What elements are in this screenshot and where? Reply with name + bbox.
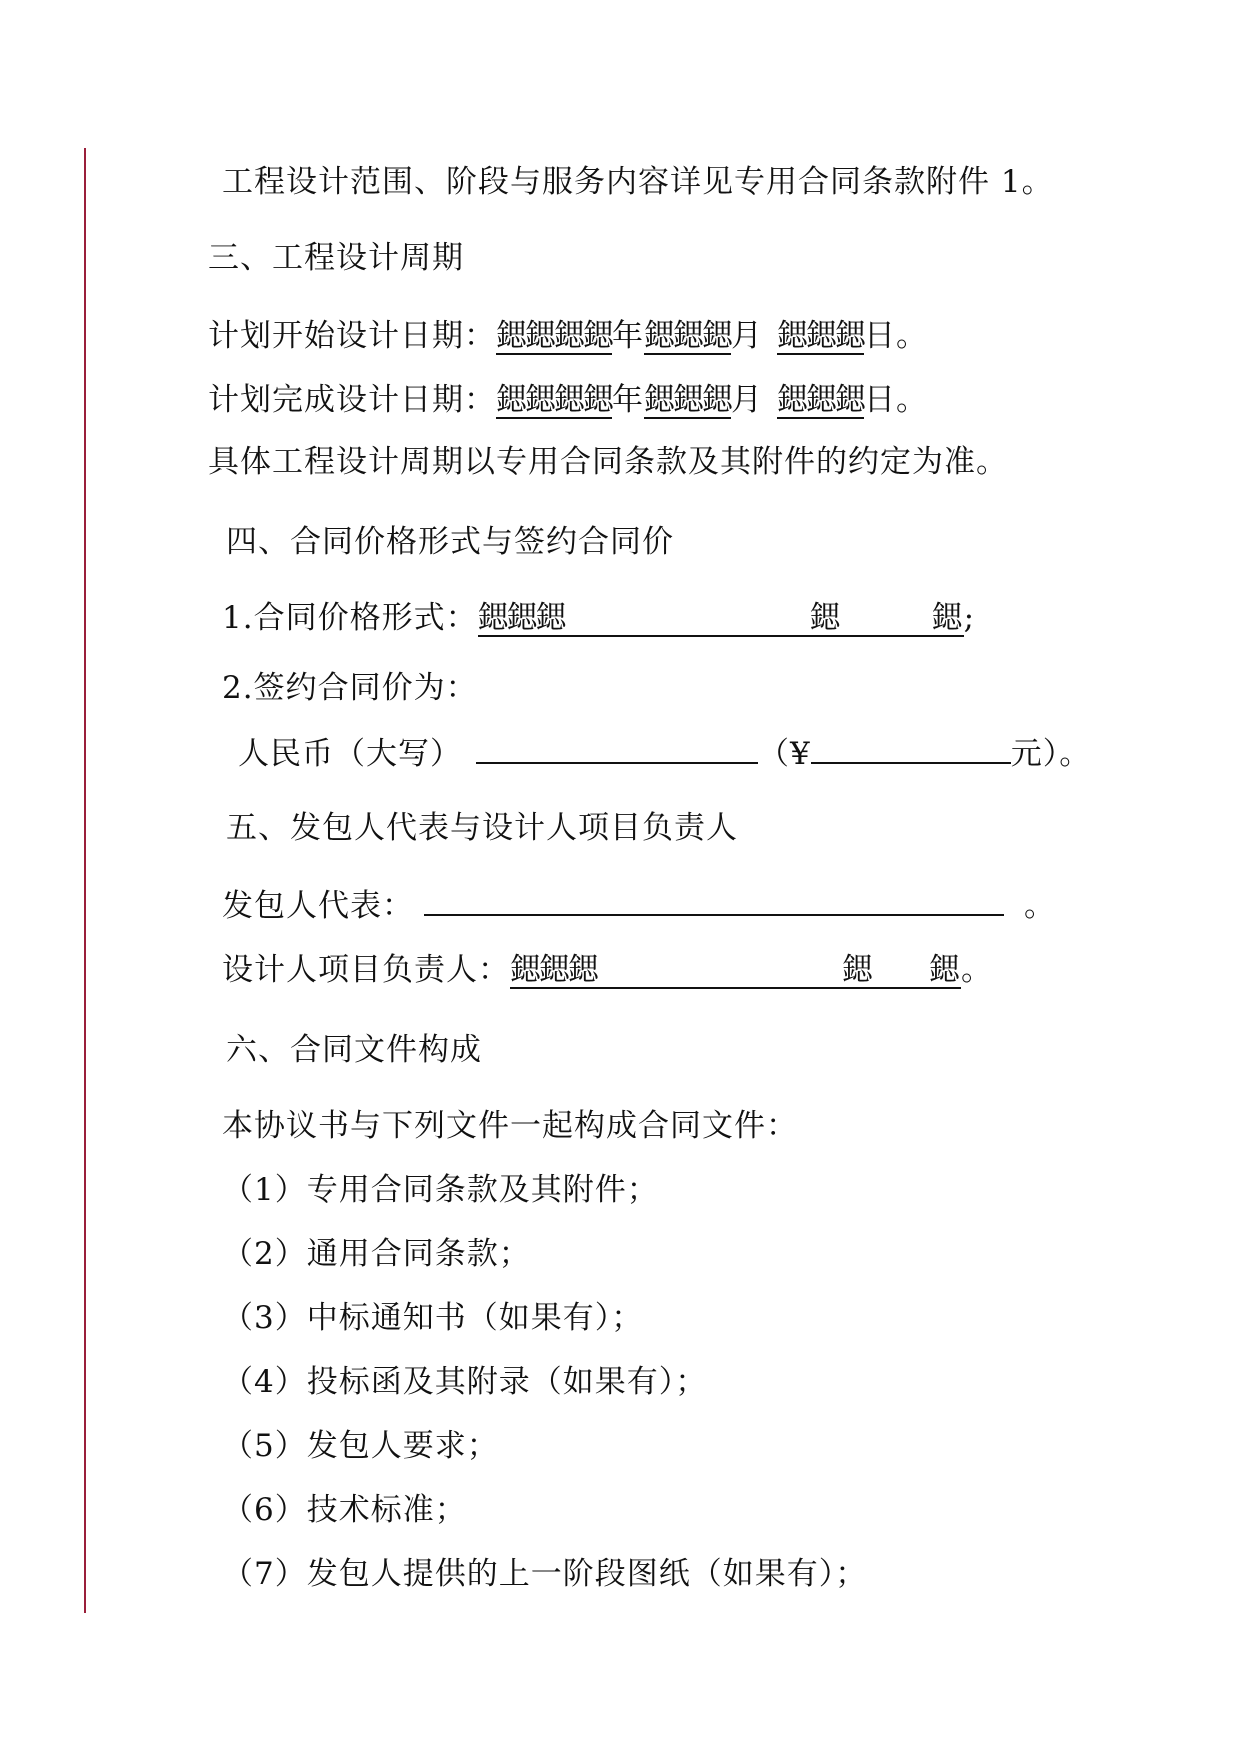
rmb-line: [238, 732, 1091, 774]
rmb-words-blank: [476, 732, 758, 764]
designer-lead-label: 设计人项目负责人：: [222, 952, 510, 988]
employer-rep-label: 发包人代表：: [222, 888, 414, 924]
plan-start-label: 计划开始设计日期：: [208, 318, 496, 354]
plan-end-day: 鍶鍶鍶: [777, 382, 864, 418]
price-form-v1: 鍶鍶鍶: [477, 600, 565, 636]
plan-end-month-unit: 月: [731, 382, 763, 418]
price-form-v3: 鍶: [931, 600, 964, 636]
plan-start-end: 。: [896, 318, 928, 354]
price-form-end: ;: [963, 600, 976, 636]
rmb-label: 人民币（大写）: [238, 736, 462, 772]
plan-end-label: 计划完成设计日期：: [208, 382, 496, 418]
plan-end-line: [208, 380, 928, 420]
plan-start-line: [208, 316, 928, 356]
designer-lead-v2: 鍶: [842, 952, 874, 988]
docs-intro: 本协议书与下列文件一起构成合同文件：: [222, 1108, 798, 1144]
doc-item: （1）专用合同条款及其附件；: [222, 1172, 659, 1208]
employer-rep-blank: [424, 884, 1004, 916]
designer-lead-v3: 鍶: [929, 952, 961, 988]
section-6-title: 六、合同文件构成: [226, 1032, 482, 1068]
plan-end-year: 鍶鍶鍶鍶: [496, 382, 612, 418]
designer-lead-v1: 鍶鍶鍶: [510, 952, 597, 988]
employer-rep-end: 。: [1024, 888, 1056, 924]
price-form-label: 1.合同价格形式：: [222, 600, 478, 636]
price-form-line: [222, 598, 975, 638]
designer-lead-end: 。: [961, 952, 993, 988]
doc-item: （6）技术标准；: [222, 1492, 467, 1528]
doc-item: （5）发包人要求；: [222, 1428, 499, 1464]
plan-start-month: 鍶鍶鍶: [644, 318, 731, 354]
plan-end-end: 。: [896, 382, 928, 418]
section-4-title: 四、合同价格形式与签约合同价: [226, 524, 674, 560]
plan-start-year-unit: 年: [612, 318, 644, 354]
designer-lead-value: [510, 953, 961, 989]
doc-item: （3）中标通知书（如果有）；: [222, 1300, 644, 1336]
plan-start-month-unit: 月: [731, 318, 763, 354]
plan-start-day: 鍶鍶鍶: [777, 318, 864, 354]
rmb-mid: （¥: [758, 736, 811, 772]
doc-item: （2）通用合同条款；: [222, 1236, 531, 1272]
rmb-end: 元）。: [1010, 736, 1092, 772]
plan-end-year-unit: 年: [612, 382, 644, 418]
section-3-title: 三、工程设计周期: [208, 240, 464, 276]
doc-item: （7）发包人提供的上一阶段图纸（如果有）；: [222, 1556, 868, 1592]
plan-end-month: 鍶鍶鍶: [644, 382, 731, 418]
price-form-v2: 鍶: [809, 600, 842, 636]
contract-price-label: 2.签约合同价为：: [222, 670, 478, 706]
plan-start-day-unit: 日: [864, 318, 896, 354]
price-form-value: [478, 601, 964, 637]
plan-end-day-unit: 日: [864, 382, 896, 418]
rmb-amount-blank: [811, 732, 1011, 764]
margin-rule: [84, 148, 86, 1613]
designer-lead-line: [222, 950, 993, 990]
scope-line: 工程设计范围、阶段与服务内容详见专用合同条款附件 1。: [222, 164, 1054, 200]
employer-rep-line: [222, 884, 1056, 926]
plan-start-year: 鍶鍶鍶鍶: [496, 318, 612, 354]
section-5-title: 五、发包人代表与设计人项目负责人: [226, 810, 738, 846]
period-note: 具体工程设计周期以专用合同条款及其附件的约定为准。: [208, 444, 1008, 480]
doc-item: （4）投标函及其附录（如果有）；: [222, 1364, 708, 1400]
